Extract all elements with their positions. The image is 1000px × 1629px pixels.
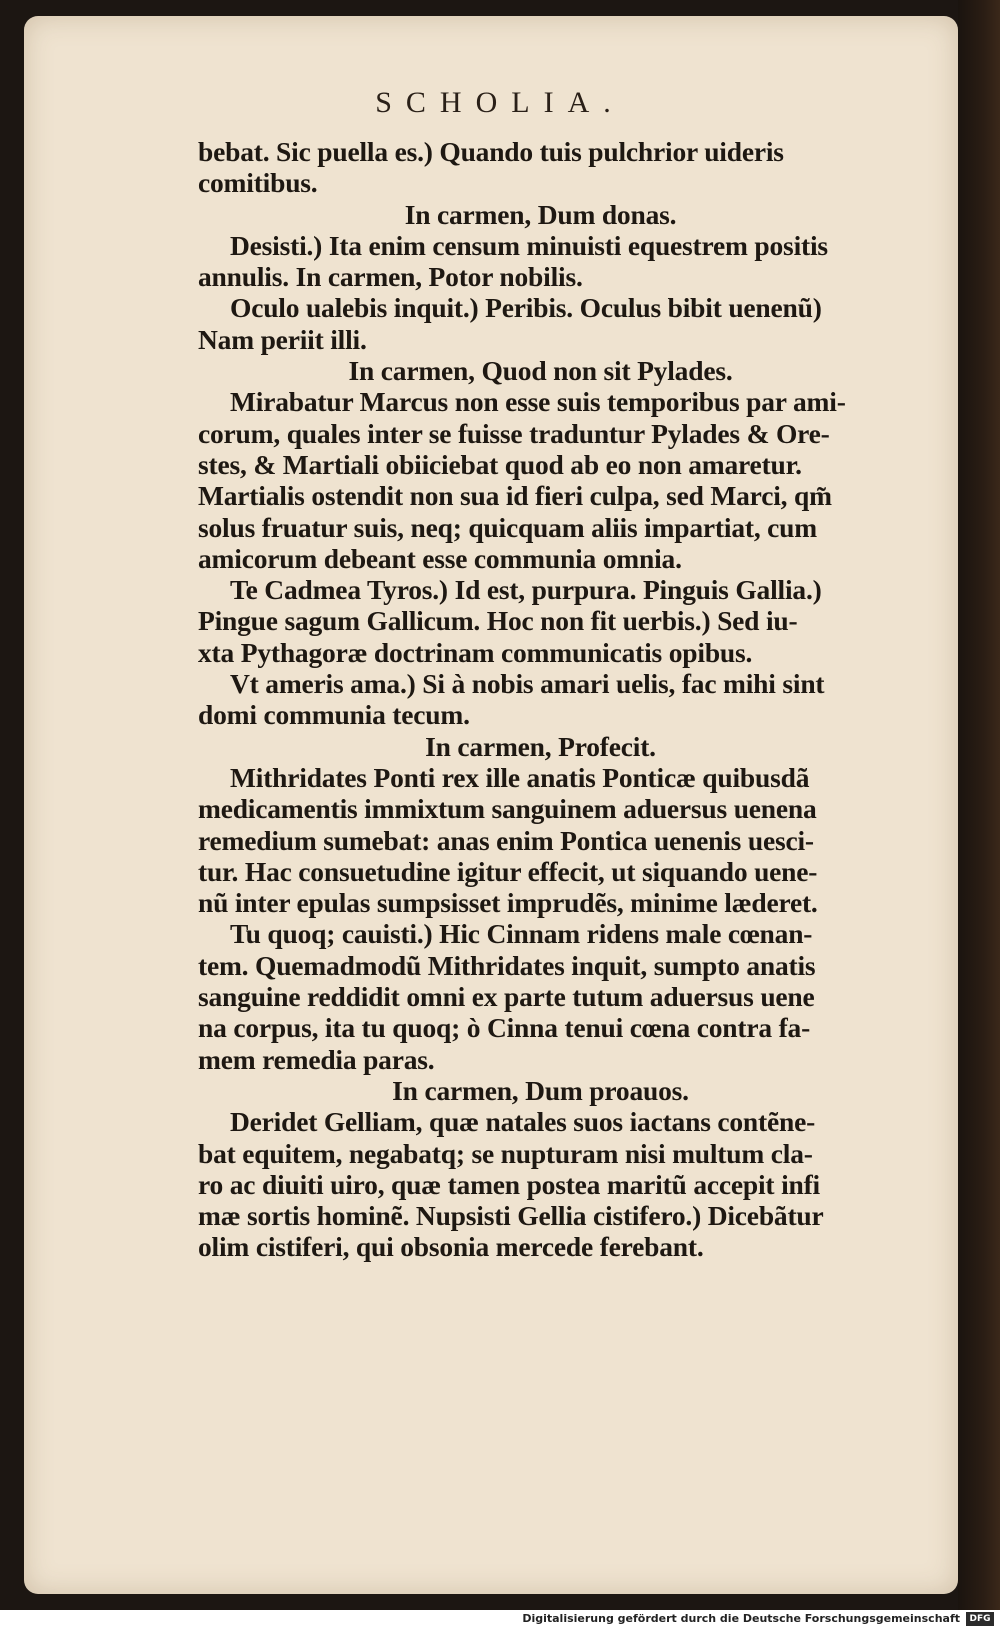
text-line: stes, & Martiali obiiciebat quod ab eo non amaretur. — [198, 448, 802, 480]
text-line: comitibus. — [198, 167, 318, 199]
text-line: nũ inter epulas sumpsisset imprudẽs, minime læderet. — [198, 887, 818, 919]
text-line: ro ac diuiti uiro, quæ tamen postea maritũ accepit infi — [198, 1168, 820, 1200]
text-line: remedium sumebat: anas enim Pontica uenenis uesci- — [198, 824, 814, 856]
text-line: tur. Hac consuetudine igitur effecit, ut siquando uene- — [198, 855, 818, 887]
text-line: Tu quoq; cauisti.) Hic Cinnam ridens male cœnan- — [230, 918, 813, 950]
text-line: Oculo ualebis inquit.) Peribis. Oculus bibit uenenũ) — [230, 292, 822, 324]
text-line: mem remedia paras. — [198, 1043, 435, 1075]
text-line: domi communia tecum. — [198, 699, 470, 731]
text-line: tem. Quemadmodũ Mithridates inquit, sumpto anatis — [198, 949, 816, 981]
body-text — [198, 136, 913, 1263]
footer-credit: Digitalisierung gefördert durch die Deutsche Forschungsgemeinschaft — [522, 1612, 960, 1625]
text-line: Te Cadmea Tyros.) Id est, purpura. Pinguis Gallia.) — [230, 574, 822, 606]
dfg-logo: DFG — [966, 1612, 994, 1626]
text-line: amicorum debeant esse communia omnia. — [198, 542, 682, 574]
text-line: mæ sortis hominẽ. Nupsisti Gellia cistifero.) Dicebãtur — [198, 1200, 824, 1232]
text-line: Desisti.) Ita enim censum minuisti equestrem positis — [230, 229, 828, 261]
text-line: xta Pythagoræ doctrinam communicatis opibus. — [198, 636, 753, 668]
text-line: Nam periit illi. — [198, 323, 367, 355]
text-line: Pingue sagum Gallicum. Hoc non fit uerbis.) Sed iu- — [198, 605, 798, 637]
section-heading: In carmen, Dum proauos. — [392, 1074, 689, 1106]
text-line: Vt ameris ama.) Si à nobis amari uelis, fac mihi sint — [230, 668, 825, 700]
text-line: Mirabatur Marcus non esse suis temporibus par ami- — [230, 386, 846, 418]
section-heading: In carmen, Profecit. — [425, 730, 656, 762]
book-edge — [958, 0, 1000, 1610]
text-line: na corpus, ita tu quoq; ò Cinna tenui cœna contra fa- — [198, 1012, 811, 1044]
text-line: Deridet Gelliam, quæ natales suos iactans contẽne- — [230, 1106, 816, 1138]
footer-bar — [0, 1610, 1000, 1629]
section-heading: In carmen, Quod non sit Pylades. — [348, 355, 733, 387]
running-head: SCHOLIA. — [375, 86, 625, 119]
text-line: Mithridates Ponti rex ille anatis Ponticæ quibusdã — [230, 761, 810, 793]
text-line: olim cistiferi, qui obsonia mercede ferebant. — [198, 1231, 704, 1263]
text-line: corum, quales inter se fuisse traduntur Pylades & Ore- — [198, 417, 830, 449]
text-line: bebat. Sic puella es.) Quando tuis pulchrior uideris — [198, 136, 784, 167]
text-line: Martialis ostendit non sua id fieri culpa, sed Marci, qm̃ — [198, 480, 832, 512]
section-heading: In carmen, Dum donas. — [404, 198, 677, 230]
text-line: solus fruatur suis, neq; quicquam aliis impartiat, cum — [198, 511, 817, 543]
text-line: sanguine reddidit omni ex parte tutum aduersus uene — [198, 981, 815, 1013]
text-line: medicamentis immixtum sanguinem aduersus uenena — [198, 793, 817, 825]
text-line: bat equitem, negabatq; se nupturam nisi multum cla- — [198, 1137, 813, 1169]
text-line: annulis. In carmen, Potor nobilis. — [198, 261, 583, 293]
